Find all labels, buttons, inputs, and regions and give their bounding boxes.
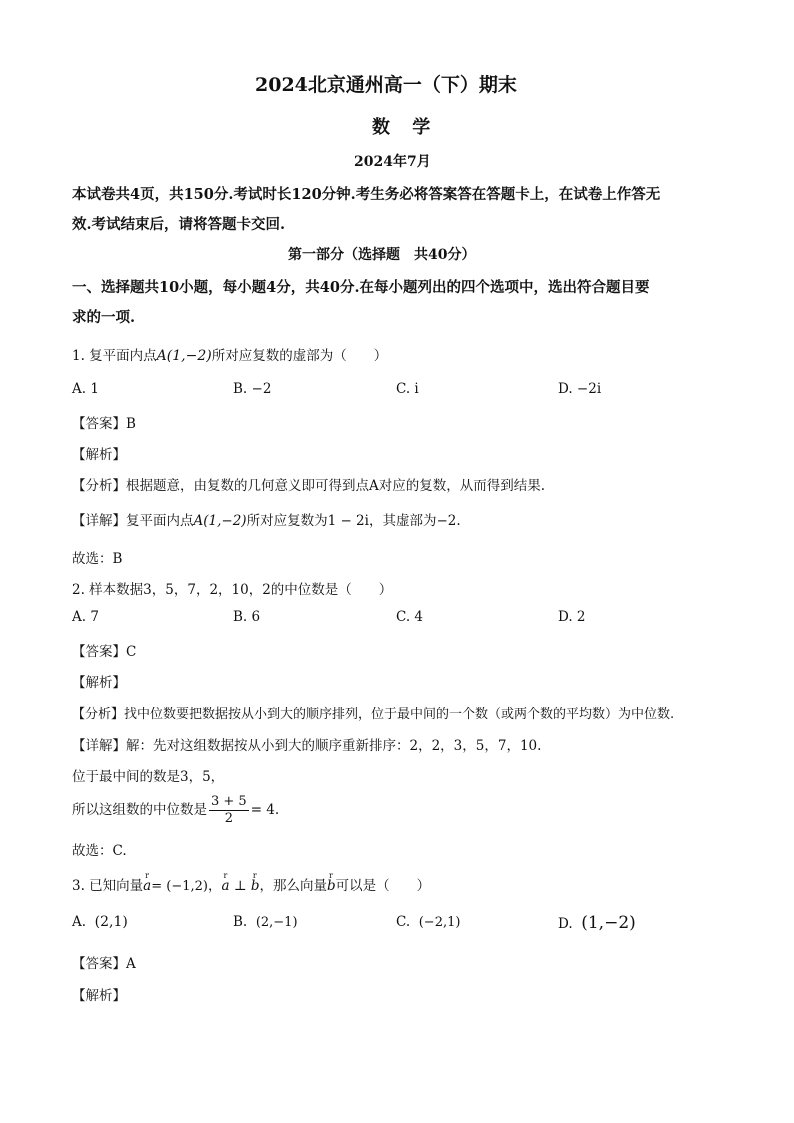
q2-median-fraction xyxy=(209,794,249,827)
section-heading-line-1: 一、选择题共10小题，每小题4分，共40分.在每小题列出的四个选项中，选出符合题目要 xyxy=(72,279,650,296)
q3-perp-a: r a xyxy=(221,871,230,894)
q2-median-prefix: 所以这组数的中位数是 xyxy=(72,802,207,818)
question-1-stem xyxy=(72,344,387,364)
q1-detail-mid: 所对应复数为 xyxy=(246,513,328,529)
q3-answer: 【答案】A xyxy=(72,956,136,972)
q3-mid: ，那么向量 xyxy=(259,878,327,894)
q3-suffix: 可以是（ ） xyxy=(335,878,431,894)
q1-analysis-label: 【解析】 xyxy=(72,447,126,463)
q3-option-a: A. (2,1) xyxy=(72,914,128,930)
q2-option-d: D. 2 xyxy=(558,609,586,625)
section-heading-line-2: 求的一项. xyxy=(72,309,136,326)
q1-option-b: B. −2 xyxy=(233,381,272,397)
q3-analysis-label: 【解析】 xyxy=(72,988,126,1004)
question-2-stem: 2. 样本数据3，5，7，2，10，2的中位数是（ ） xyxy=(72,582,393,598)
part1-heading: 第一部分（选择题 共40分） xyxy=(288,247,476,263)
q2-choice: 故选：C. xyxy=(72,843,127,859)
q1-option-a: A. 1 xyxy=(72,381,99,397)
q1-point: A(1,−2) xyxy=(156,348,212,364)
q2-middle-values: 位于最中间的数是3，5， xyxy=(72,769,225,785)
q2-median-result: = 4 xyxy=(250,802,275,818)
q1-choice: 故选：B xyxy=(72,551,123,567)
q2-option-c: C. 4 xyxy=(396,609,424,625)
q1-prefix: 1. 复平面内点 xyxy=(72,348,157,364)
q3-vector-b: r b xyxy=(327,871,336,894)
instructions-line-2: 效.考试结束后，请将答题卡交回. xyxy=(72,216,286,233)
q3-separator: ， xyxy=(207,878,222,894)
perpendicular-symbol: ⊥ xyxy=(233,878,247,894)
q2-median-end: . xyxy=(274,802,280,818)
q1-detail-point: A(1,−2) xyxy=(193,513,247,529)
subject-title: 数 学 xyxy=(372,117,439,138)
exam-date: 2024年7月 xyxy=(354,154,431,170)
fraction-numerator: 3 + 5 xyxy=(211,794,247,809)
q3-vector-a: r a xyxy=(143,871,152,894)
q3-option-b: B. (2,−1) xyxy=(233,914,298,930)
q2-option-a: A. 7 xyxy=(72,609,99,625)
q2-detail: 【详解】解：先对这组数据按从小到大的顺序重新排序：2，2，3，5，7，10. xyxy=(72,738,542,754)
q1-detail-suffix: ，其虚部为 xyxy=(368,513,437,529)
fraction-denominator: 2 xyxy=(224,811,233,826)
q3-prefix: 3. 已知向量 xyxy=(72,878,144,894)
q2-option-b: B. 6 xyxy=(233,609,261,625)
q1-fenxi: 【分析】根据题意，由复数的几何意义即可得到点A对应的复数，从而得到结果. xyxy=(72,478,546,494)
vector-arrow-mark: r xyxy=(145,871,149,880)
q2-median-line xyxy=(72,794,279,827)
q1-answer: 【答案】B xyxy=(72,416,136,432)
q1-suffix: 所对应复数的虚部为（ ） xyxy=(211,348,388,364)
q3-vector-a-value: = (−1,2) xyxy=(151,879,208,894)
q2-analysis-label: 【解析】 xyxy=(72,675,126,691)
q1-detail-prefix: 【详解】复平面内点 xyxy=(72,513,194,529)
question-3-stem xyxy=(72,871,431,894)
q1-option-c: C. i xyxy=(396,381,419,397)
q3-perp-b: r b xyxy=(250,871,260,894)
exam-title: 2024北京通州高一（下）期末 xyxy=(255,74,517,96)
q3-option-d: D. (1,−2) xyxy=(558,913,636,933)
q1-detail-complex: 1 − 2i xyxy=(327,513,369,529)
q1-detail xyxy=(72,509,461,529)
instructions-line-1: 本试卷共4页，共150分.考试时长120分钟.考生务必将答案答在答题卡上，在试卷上作答无 xyxy=(72,186,661,203)
q1-detail-value: −2. xyxy=(436,513,461,529)
q1-option-d: D. −2i xyxy=(558,381,602,397)
q2-fenxi: 【分析】找中位数要把数据按从小到大的顺序排列，位于最中间的一个数（或两个数的平均数）为中位数. xyxy=(72,707,675,722)
q3-option-c: C. (−2,1) xyxy=(396,914,461,930)
q2-answer: 【答案】C xyxy=(72,644,137,660)
